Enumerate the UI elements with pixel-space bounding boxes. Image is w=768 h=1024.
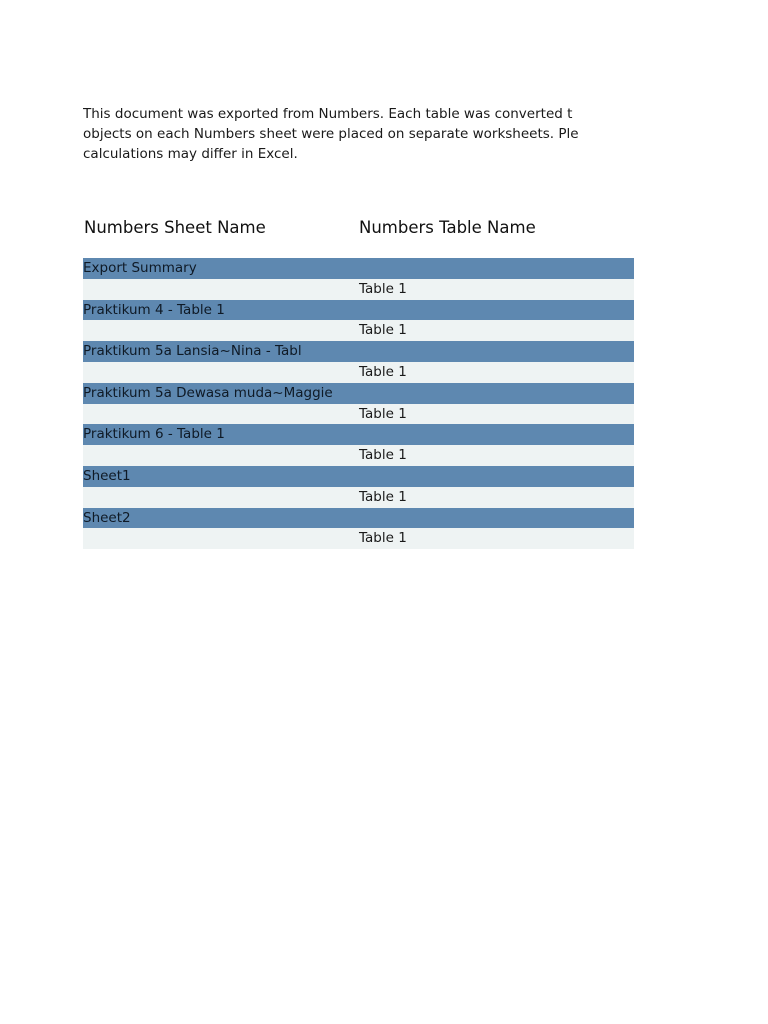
table-name-cell: Table 1 <box>359 530 407 547</box>
sheet-row[interactable] <box>83 341 634 362</box>
sheet-row[interactable] <box>83 258 634 279</box>
table-name-cell: Table 1 <box>359 322 407 339</box>
sheet-name-cell: Praktikum 4 - Table 1 <box>83 301 225 318</box>
export-notice <box>83 104 634 164</box>
sheet-row[interactable] <box>83 466 634 487</box>
sheet-name-cell: Sheet1 <box>83 467 131 484</box>
export-summary-table <box>83 258 634 549</box>
table-name-cell: Table 1 <box>359 488 407 505</box>
summary-header-row <box>83 218 634 242</box>
sheet-name-cell: Export Summary <box>83 260 197 276</box>
table-row[interactable] <box>83 404 634 425</box>
table-row[interactable] <box>83 320 634 341</box>
sheet-row[interactable] <box>83 424 634 445</box>
table-name-cell: Table 1 <box>359 363 407 380</box>
sheet-name-column-header: Numbers Sheet Name <box>84 218 266 237</box>
export-notice-line-3: calculations may differ in Excel. <box>83 146 298 162</box>
table-row[interactable] <box>83 487 634 508</box>
export-notice-line-2: objects on each Numbers sheet were placed on separate worksheets. Ple <box>83 126 579 142</box>
table-row[interactable] <box>83 445 634 466</box>
sheet-row[interactable] <box>83 508 634 529</box>
sheet-name-cell: Praktikum 5a Lansia~Nina - Tabl <box>83 343 302 360</box>
table-name-column-header: Numbers Table Name <box>359 218 536 237</box>
sheet-row[interactable] <box>83 383 634 404</box>
sheet-name-cell: Sheet2 <box>83 509 131 526</box>
sheet-name-cell: Praktikum 5a Dewasa muda~Maggie <box>83 384 333 401</box>
table-name-cell: Table 1 <box>359 280 407 297</box>
table-row[interactable] <box>83 279 634 300</box>
table-name-cell: Table 1 <box>359 447 407 464</box>
sheet-name-cell: Praktikum 6 - Table 1 <box>83 426 225 443</box>
table-name-cell: Table 1 <box>359 405 407 422</box>
sheet-row[interactable] <box>83 300 634 321</box>
export-notice-line-1: This document was exported from Numbers. Each table was converted t <box>83 106 573 122</box>
table-row[interactable] <box>83 362 634 383</box>
table-row[interactable] <box>83 528 634 549</box>
